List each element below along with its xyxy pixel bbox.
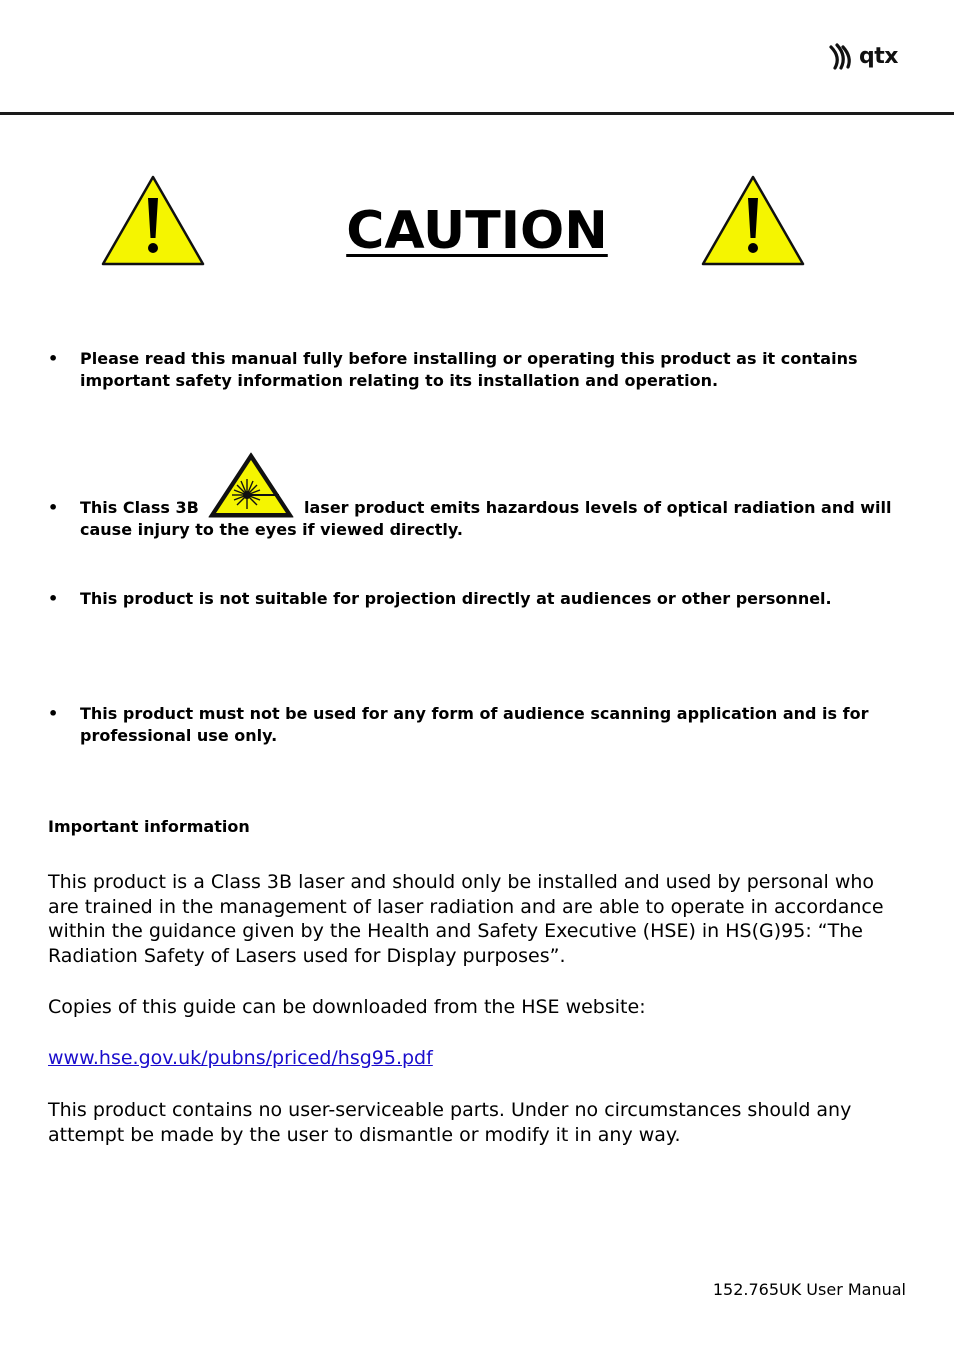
bullet-dot: • bbox=[48, 589, 59, 608]
page-footer: 152.765UK User Manual bbox=[712, 1280, 906, 1299]
bullet-dot: • bbox=[48, 498, 59, 517]
list-item bbox=[48, 348, 908, 392]
caution-title: CAUTION bbox=[346, 201, 608, 261]
paragraph: Copies of this guide can be downloaded from the HSE website: bbox=[48, 996, 646, 1018]
header-divider bbox=[0, 112, 954, 115]
bullet-text-end: laser product emits hazardous levels of optical radiation and will cause injury to the eyes if viewed directly. bbox=[80, 498, 892, 539]
list-item bbox=[48, 588, 908, 610]
brand-logo bbox=[827, 40, 909, 72]
bullet-text-start: This Class 3B bbox=[80, 498, 199, 517]
paragraph: This product is a Class 3B laser and should only be installed and used by personal who are trained in the management of laser radiation and are able to operate in accordance within the guidance given by the Health and Safety Executive (HSE) in HS(G)95: “The Radiation Safety of Lasers used for Display purposes”. bbox=[48, 871, 884, 967]
bullet-text: This product is not suitable for projection directly at audiences or other personnel. bbox=[80, 589, 832, 608]
warning-triangle-icon bbox=[700, 174, 806, 268]
brand-name: qtx bbox=[859, 43, 898, 69]
list-item bbox=[48, 703, 908, 747]
bullet-text: This product must not be used for any form of audience scanning application and is for professional use only. bbox=[80, 704, 869, 745]
bullet-dot: • bbox=[48, 704, 59, 723]
warning-triangle-icon bbox=[100, 174, 206, 268]
hse-guide-link[interactable]: www.hse.gov.uk/pubns/priced/hsg95.pdf bbox=[48, 1047, 433, 1069]
bullet-text bbox=[80, 497, 908, 541]
section-heading: Important information bbox=[48, 817, 250, 836]
qtx-logo-wave-icon bbox=[827, 41, 857, 71]
bullet-dot: • bbox=[48, 349, 59, 368]
list-item bbox=[48, 497, 908, 541]
laser-warning-icon bbox=[207, 451, 295, 519]
paragraph: This product contains no user-serviceable parts. Under no circumstances should any attempt be made by the user to dismantle or modify it in any way. bbox=[48, 1099, 852, 1146]
bullet-text: Please read this manual fully before installing or operating this product as it contains important safety information relating to its installation and operation. bbox=[80, 349, 858, 390]
